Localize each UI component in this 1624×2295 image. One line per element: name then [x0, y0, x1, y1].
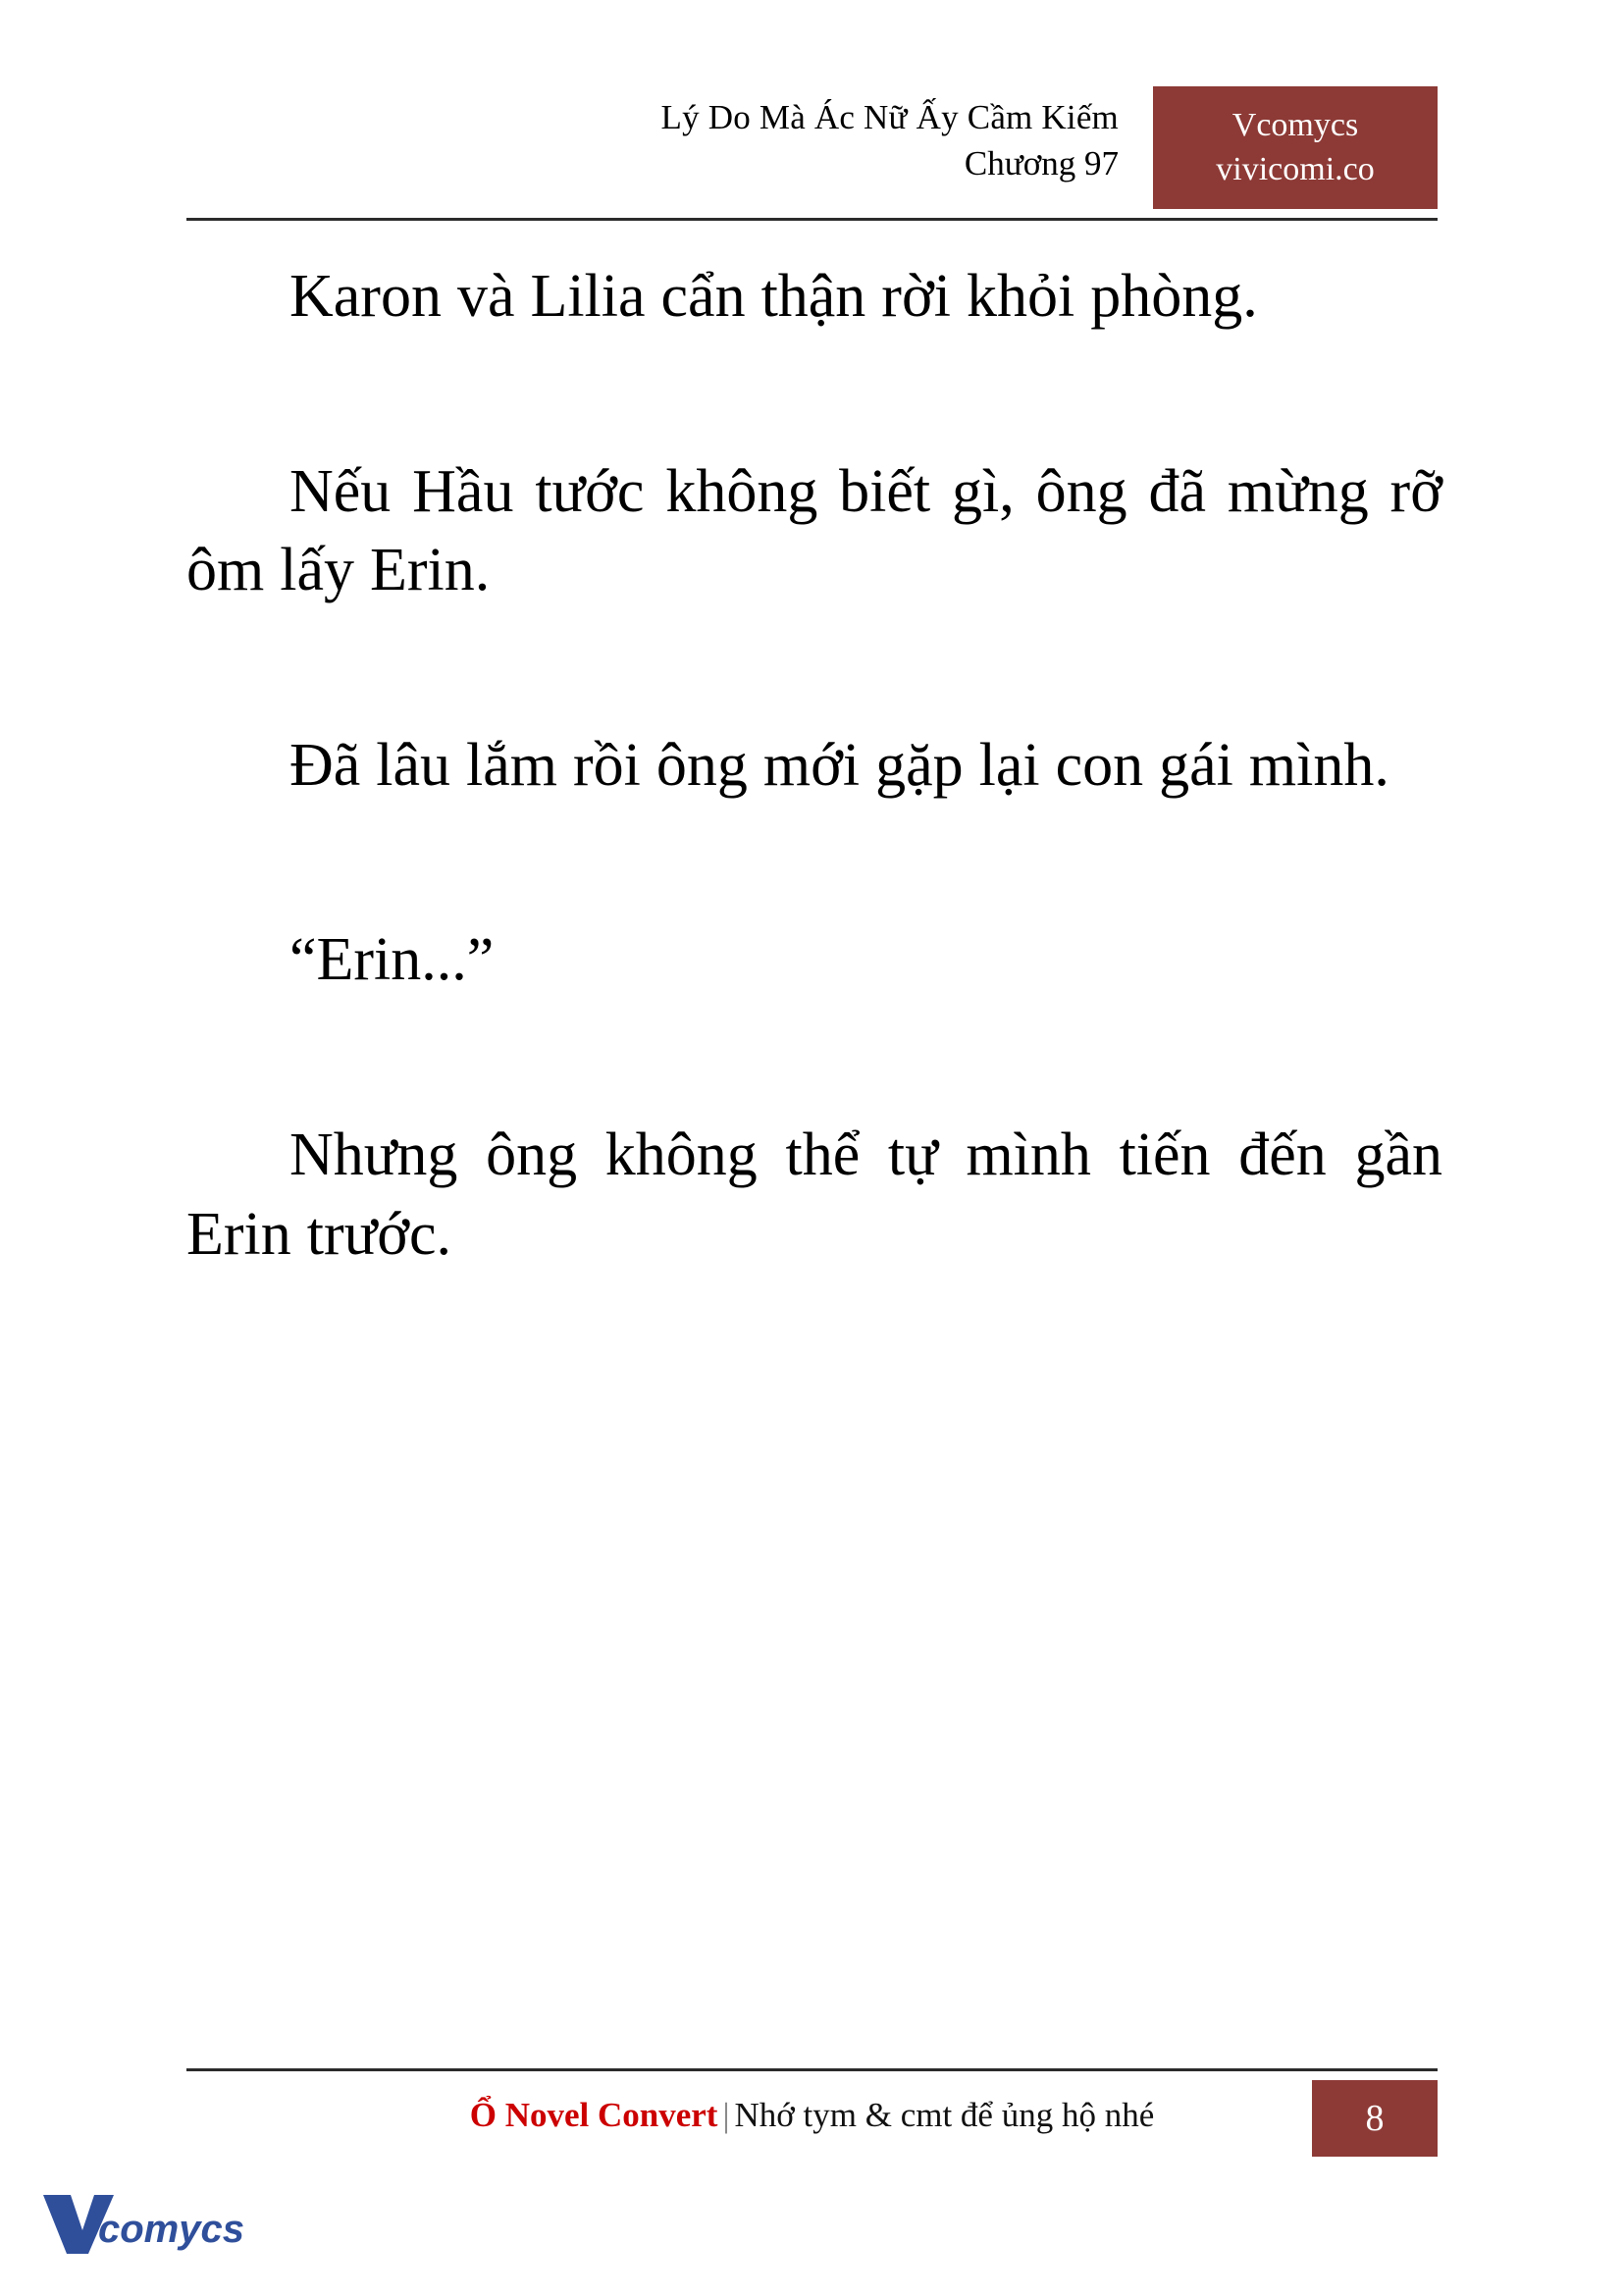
footer-separator: |: [722, 2096, 730, 2134]
footer-brand: Ổ Novel Convert: [469, 2096, 718, 2134]
page-number: 8: [1312, 2080, 1438, 2157]
chapter-label: Chương 97: [964, 143, 1119, 183]
page-header: [186, 96, 1438, 214]
paragraph: Đã lâu lắm rồi ông mới gặp lại con gái mình.: [289, 731, 1389, 799]
site-badge-url: vivicomi.co: [1216, 150, 1375, 187]
site-badge: [1153, 86, 1438, 209]
footer-credit: [186, 2096, 1438, 2135]
page-title: Lý Do Mà Ác Nữ Ấy Cầm Kiếm: [660, 98, 1119, 136]
page-footer: [186, 2088, 1438, 2159]
page-content: [186, 257, 1442, 1274]
svg-text:comycs: comycs: [98, 2208, 244, 2251]
paragraph: Nhưng ông không thể tự mình tiến đến gần Erin trước.: [186, 1121, 1442, 1268]
header-divider: [186, 218, 1438, 221]
paragraph: Nếu Hầu tước không biết gì, ông đã mừng rỡ ôm lấy Erin.: [186, 457, 1442, 604]
site-badge-name: Vcomycs: [1231, 107, 1359, 144]
footer-divider: [186, 2068, 1438, 2071]
vcomycs-logo: [37, 2176, 253, 2265]
header-title-block: [661, 96, 1119, 186]
vcomycs-logo-icon: [37, 2181, 253, 2260]
paragraph: Karon và Lilia cẩn thận rời khỏi phòng.: [289, 263, 1258, 330]
paragraph: “Erin...”: [289, 926, 495, 994]
footer-note: Nhớ tym & cmt để ủng hộ nhé: [734, 2096, 1155, 2134]
